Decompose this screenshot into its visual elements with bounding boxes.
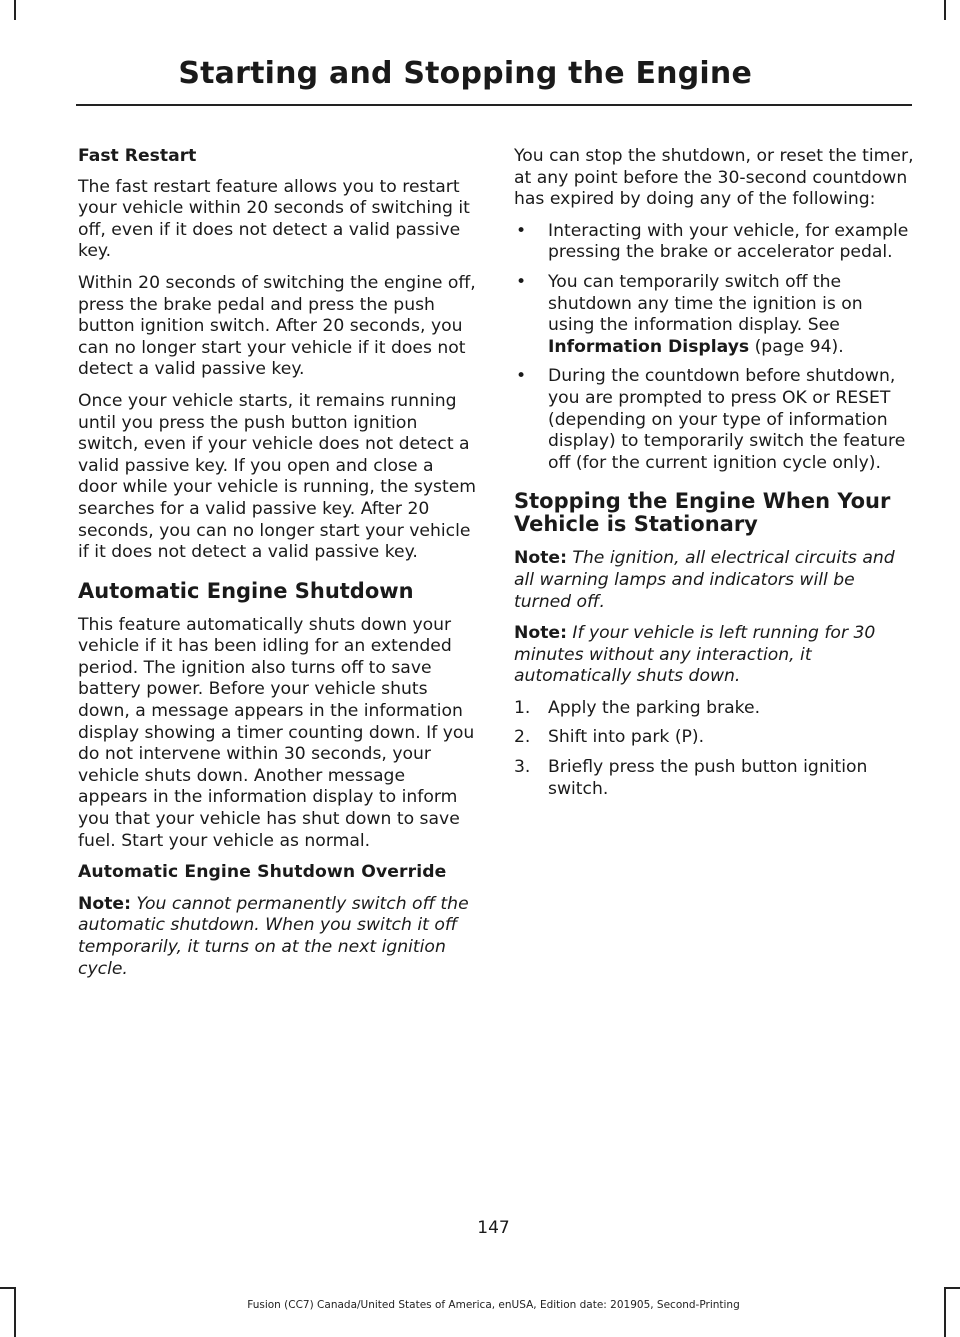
automatic-engine-shutdown-paragraph: This feature automatically shuts down your vehicle if it has been idling for an extended period. The ignition also turns off to save battery power. Before your vehicle shuts down, a message appears in the information display showing a timer counting down. If you do not intervene within 30 seconds, your vehicle shuts down. Another message appears in the information display to inform you that your vehicle has shut down to save fuel. Start your vehicle as normal. xyxy=(78,614,475,851)
list-item xyxy=(514,727,914,749)
note-text: The ignition, all electrical circuits and all warning lamps and indicators will be turned off. xyxy=(514,548,895,612)
list-item-text: Interacting with your vehicle, for example pressing the brake or accelerator pedal. xyxy=(548,220,909,263)
page-title: Starting and Stopping the Engine xyxy=(178,56,752,91)
note-text: If your vehicle is left running for 30 minutes without any interaction, it automatically shuts down. xyxy=(514,623,876,687)
step-text: Apply the parking brake. xyxy=(548,697,761,718)
shutdown-reset-intro: You can stop the shutdown, or reset the timer, at any point before the 30-second countdown has expired by doing any of the following: xyxy=(514,146,914,210)
page-reference: (page 94). xyxy=(749,336,844,357)
page-number: 147 xyxy=(477,1218,510,1238)
crop-mark-top-right xyxy=(944,0,946,20)
list-item-text: You can temporarily switch off the shutdown any time the ignition is on using the information display. See xyxy=(548,271,863,336)
step-text: Briefly press the push button ignition switch. xyxy=(548,757,868,799)
left-column xyxy=(78,146,478,990)
note-label: Note: xyxy=(78,893,131,914)
note-label: Note: xyxy=(514,623,567,644)
fast-restart-heading: Fast Restart xyxy=(78,146,197,166)
note-label: Note: xyxy=(514,548,567,569)
bullet-icon: • xyxy=(516,271,527,292)
crop-mark-bottom-left-horizontal xyxy=(0,1287,16,1289)
list-item-text: During the countdown before shutdown, you are prompted to press OK or RESET (depending on your type of information display) to temporarily switch the feature off (for the current ignition cycle only). xyxy=(548,366,906,473)
list-item xyxy=(514,366,914,474)
list-item xyxy=(514,221,914,264)
fast-restart-paragraph-2: Within 20 seconds of switching the engine off, press the brake pedal and press the push button ignition switch. After 20 seconds, you can no longer start your vehicle if it does not detect a valid passive key. xyxy=(78,272,476,380)
stopping-steps-list xyxy=(514,698,914,800)
information-displays-link[interactable]: Information Displays xyxy=(548,336,750,357)
fast-restart-paragraph-3: Once your vehicle starts, it remains running until you press the push button ignition switch, even if your vehicle does not detect a valid passive key. If you open and close a door while your vehicle is running, the system searches for a valid passive key. After 20 seconds, you can no longer start your vehicle if it does not detect a valid passive key. xyxy=(78,390,477,563)
list-item xyxy=(514,698,914,720)
step-text: Shift into park (P). xyxy=(548,727,705,748)
override-note xyxy=(78,894,478,980)
list-item xyxy=(514,272,914,358)
reset-options-list xyxy=(514,221,914,475)
stationary-note-2 xyxy=(514,623,914,688)
stationary-note-1 xyxy=(514,548,914,613)
stopping-engine-stationary-heading: Stopping the Engine When Your Vehicle is Stationary xyxy=(514,489,891,537)
bullet-icon: • xyxy=(516,220,527,241)
crop-mark-bottom-right-horizontal xyxy=(944,1287,960,1289)
shutdown-override-heading: Automatic Engine Shutdown Override xyxy=(78,862,447,883)
list-item xyxy=(514,757,914,800)
note-text: You cannot permanently switch off the automatic shutdown. When you switch it off temporarily, it turns on at the next ignition cycle. xyxy=(78,893,469,979)
crop-mark-bottom-right-vertical xyxy=(944,1289,946,1337)
step-number: 1. xyxy=(514,697,531,718)
crop-mark-top-left xyxy=(14,0,16,20)
fast-restart-paragraph-1: The fast restart feature allows you to restart your vehicle within 20 seconds of switching it off, even if it does not detect a valid passive key. xyxy=(78,176,470,262)
bullet-icon: • xyxy=(516,366,527,387)
crop-mark-bottom-left-vertical xyxy=(14,1289,16,1337)
edition-footer: Fusion (CC7) Canada/United States of America, enUSA, Edition date: 201905, Second-Printing xyxy=(247,1299,740,1311)
automatic-engine-shutdown-heading: Automatic Engine Shutdown xyxy=(78,578,414,603)
step-number: 2. xyxy=(514,727,531,748)
step-number: 3. xyxy=(514,757,531,778)
header-divider xyxy=(76,104,912,106)
right-column xyxy=(514,146,914,808)
